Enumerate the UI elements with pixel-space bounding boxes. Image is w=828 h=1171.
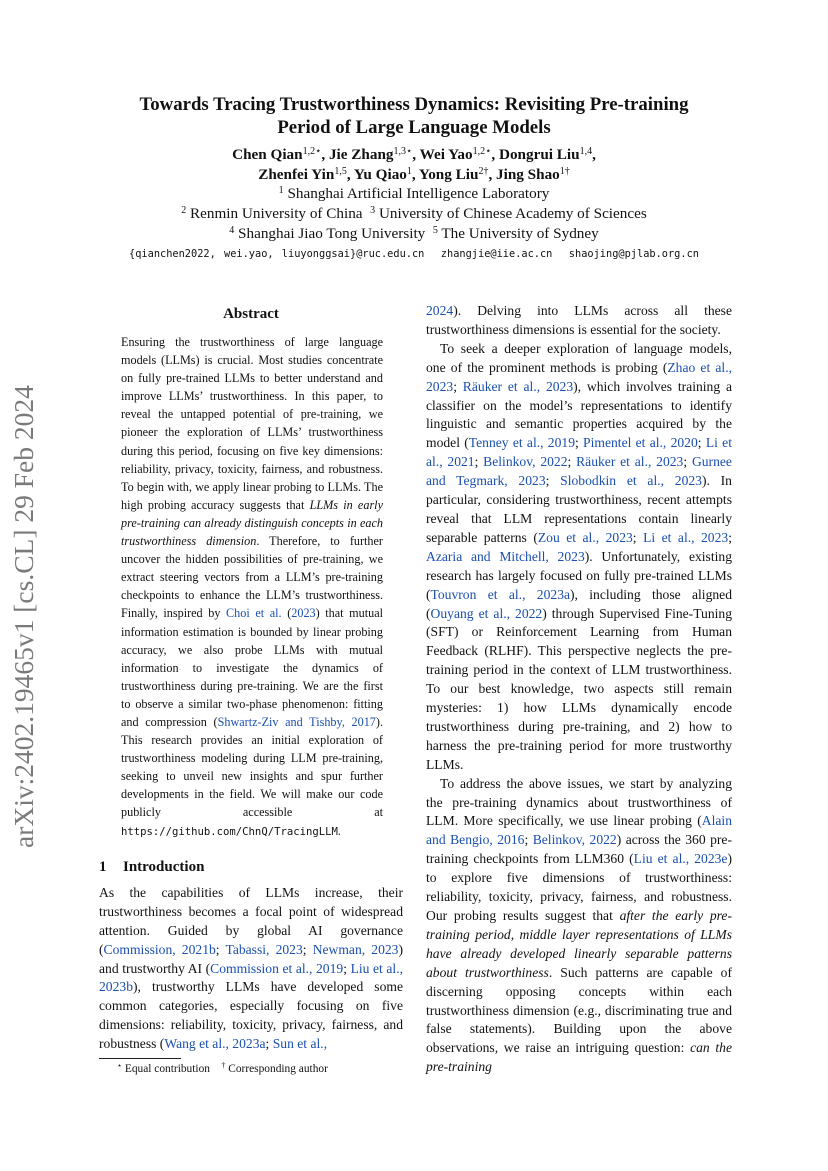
citation-link[interactable]: Pimentel et al., 2020 [583, 435, 698, 451]
paper-header [0, 94, 828, 260]
citation-link[interactable]: Liu et al., 2023e [633, 851, 728, 867]
arxiv-stamp: arXiv:2402.19465v1 [cs.CL] 29 Feb 2024 [8, 385, 39, 848]
citation-link[interactable]: Belinkov, 2022 [483, 454, 568, 470]
citation-link[interactable]: Li et al., 2021 [426, 435, 732, 470]
citation-link[interactable]: Gurnee and Tegmark, 2023 [426, 454, 732, 489]
author: Yong Liu$^{2\dagger}$, [418, 165, 497, 183]
author-emails: {qianchen2022, wei.yao, liuyonggsai}@ruc.edu.cn zhangjie@iie.ac.cn shaojing@pjlab.org.cn [129, 248, 699, 260]
citation-link[interactable]: Tenney et al., 2019 [468, 435, 575, 451]
title-line-2: Period of Large Language Models [277, 116, 551, 138]
citation-link[interactable]: Commission, 2021b [103, 941, 216, 957]
citation-link[interactable]: Azaria and Mitchell, 2023 [426, 548, 585, 564]
author: Dongrui Liu$^{1,4}$, [498, 146, 596, 163]
author-list [0, 145, 828, 184]
citation-link[interactable]: Choi et al. [226, 606, 282, 621]
paragraph: As the capabilities of LLMs increase, their trustworthiness becomes a focal point of widespread attention. Guided by global AI governance (Commission, 2021b; Tabassi, 2023; Newman, 2023) and trustworthy AI (Commission et al., 2019; Liu et al., 2023b), trustworthy LLMs have developed some common categories, especially focusing on five dimensions: reliability, toxicity, privacy, fairness, and robustness (Wang et al., 2023a; Sun et al., [99, 884, 404, 1052]
abstract-heading: Abstract [223, 306, 279, 322]
paragraph: To seek a deeper exploration of language models, one of the prominent methods is probing (Zhao et al., 2023; Räuker et al., 2023), which involves training a classifier on the model’s representations to identify linguistic and semantic properties acquired by the model (Tenney et al., 2019; Pimentel et al., 2020; Li et al., 2021; Belinkov, 2022; Räuker et al., 2023; Gurnee and Tegmark, 2023; Slobodkin et al., 2023). In particular, considering trustworthiness, recent attempts reveal that LLM representations contain linearly separable patterns (Zou et al., 2023; Li et al., 2023; Azaria and Mitchell, 2023). Unfortunately, existing research has largely focused on fully pre-trained LLMs (Touvron et al., 2023a), including those aligned (Ouyang et al., 2022) through Supervised Fine-Tuning (SFT) or Reinforcement Learning from Human Feedback (RLHF). This perspective neglects the pre-training period in the context of LLM trustworthiness. To our best knowledge, two aspects still remain mysteries: 1) how LLMs dynamically encode trustworthiness during pre-training, and 2) how to harness the pre-training period for more trustworthy LLMs. [426, 340, 732, 772]
citation-link[interactable]: Commission et al., 2019 [210, 960, 344, 976]
citation-link[interactable]: Shwartz-Ziv and Tishby, 2017 [217, 714, 376, 729]
title-line-1: Towards Tracing Trustworthiness Dynamics: Revisiting Pre-training [139, 94, 689, 115]
citation-link[interactable]: Slobodkin et al., 2023 [560, 473, 702, 489]
citation-link[interactable]: Liu et al., 2023b [99, 960, 403, 995]
citation-link[interactable]: 2024 [426, 303, 454, 318]
author: Yu Qiao$^1$, [353, 165, 419, 183]
citation-link[interactable]: Li et al., 2023 [643, 529, 729, 545]
affiliation-line: $^2$ Renmin University of China $^3$ University of Chinese Academy of Sciences [181, 205, 647, 222]
citation-link[interactable]: Räuker et al., 2023 [576, 454, 684, 470]
citation-link[interactable]: Zhao et al., 2023 [426, 359, 732, 394]
code-url[interactable]: https://github.com/ChnQ/TracingLLM [121, 825, 338, 838]
author: Jie Zhang$^{1,3⋆}$, [328, 146, 420, 163]
affiliation-line: $^4$ Shanghai Jiao Tong University $^5$ The University of Sydney [229, 225, 599, 242]
paper-title [0, 94, 828, 139]
citation-link[interactable]: Räuker et al., 2023 [462, 378, 574, 394]
citation-link[interactable]: Alain and Bengio, 2016 [426, 813, 732, 848]
intro-left-column [99, 858, 403, 1054]
author: Jing Shao$^{1\dagger}$ [496, 165, 570, 183]
citation-link[interactable]: Tabassi, 2023 [225, 941, 303, 957]
citation-link[interactable]: Newman, 2023 [312, 941, 399, 957]
author: Chen Qian$^{1,2⋆}$, [232, 146, 329, 163]
citation-link[interactable]: Belinkov, 2022 [532, 832, 617, 848]
paragraph: 2024). Delving into LLMs across all these trustworthiness dimensions is essential for the society. [426, 303, 732, 337]
citation-link[interactable]: Zou et al., 2023 [537, 529, 633, 545]
intro-right-column [426, 302, 732, 1077]
footnote: ⋆ Equal contribution † Corresponding author [117, 1061, 328, 1075]
author: Zhenfei Yin$^{1,5}$, [258, 165, 354, 183]
affiliation-line: $^1$ Shanghai Artificial Intelligence Laboratory [278, 185, 550, 202]
citation-link[interactable]: Ouyang et al., 2022 [430, 605, 543, 621]
citation-link[interactable]: Wang et al., 2023a [164, 1036, 266, 1052]
abstract-body: Ensuring the trustworthiness of large language models (LLMs) is crucial. Most studies concentrate on fully pre-trained LLMs to better understand and improve LLMs’ trustworthiness. In this paper, to reveal the untapped potential of pre-training, we pioneer the exploration of LLMs’ trustworthiness during this period, focusing on five key dimensions: reliability, privacy, toxicity, fairness, and robustness. To begin with, we apply linear probing to LLMs. The high probing accuracy suggests that LLMs in early pre-training can already distinguish concepts in each trustworthiness dimension. Therefore, to further uncover the hidden possibilities of pre-training, we extract steering vectors from a LLM’s pre-training checkpoints to enhance the LLM’s trustworthiness. Finally, inspired by Choi et al. (2023) that mutual information estimation is bounded by linear probing accuracy, we also probe LLMs with mutual information to investigate the dynamics of trustworthiness during pre-training. We are the first to observe a similar two-phase phenomenon: fitting and compression (Shwartz-Ziv and Tishby, 2017). This research provides an initial exploration of trustworthiness modeling during LLM pre-training, seeking to unveil new insights and spur further developments in the field. We will make our code publicly accessible at https://github.com/ChnQ/TracingLLM. [121, 335, 384, 838]
section-heading: 1 Introduction [99, 859, 205, 875]
citation-link[interactable]: Touvron et al., 2023a [430, 586, 571, 602]
author: Wei Yao$^{1,2⋆}$, [419, 146, 499, 163]
footnote-rule [99, 1058, 181, 1059]
paragraph: To address the above issues, we start by analyzing the pre-training dynamics about trustworthiness of LLM. More specifically, we use linear probing (Alain and Bengio, 2016; Belinkov, 2022) across the 360 pre-training checkpoints from LLM360 (Liu et al., 2023e) to explore five dimensions of trustworthiness: reliability, toxicity, privacy, fairness, and robustness. Our probing results suggest that after the early pre-training period, middle layer representations of LLMs have already developed linearly separable patterns about trustworthiness. Such patterns are capable of discerning opposing concepts within each trustworthiness dimension (e.g., discriminating true and false statements). Building upon the above observations, we raise an intriguing question: can the pre-training [426, 775, 733, 1075]
citation-link[interactable]: Sun et al., [272, 1036, 328, 1052]
citation-link[interactable]: 2023 [291, 606, 316, 621]
